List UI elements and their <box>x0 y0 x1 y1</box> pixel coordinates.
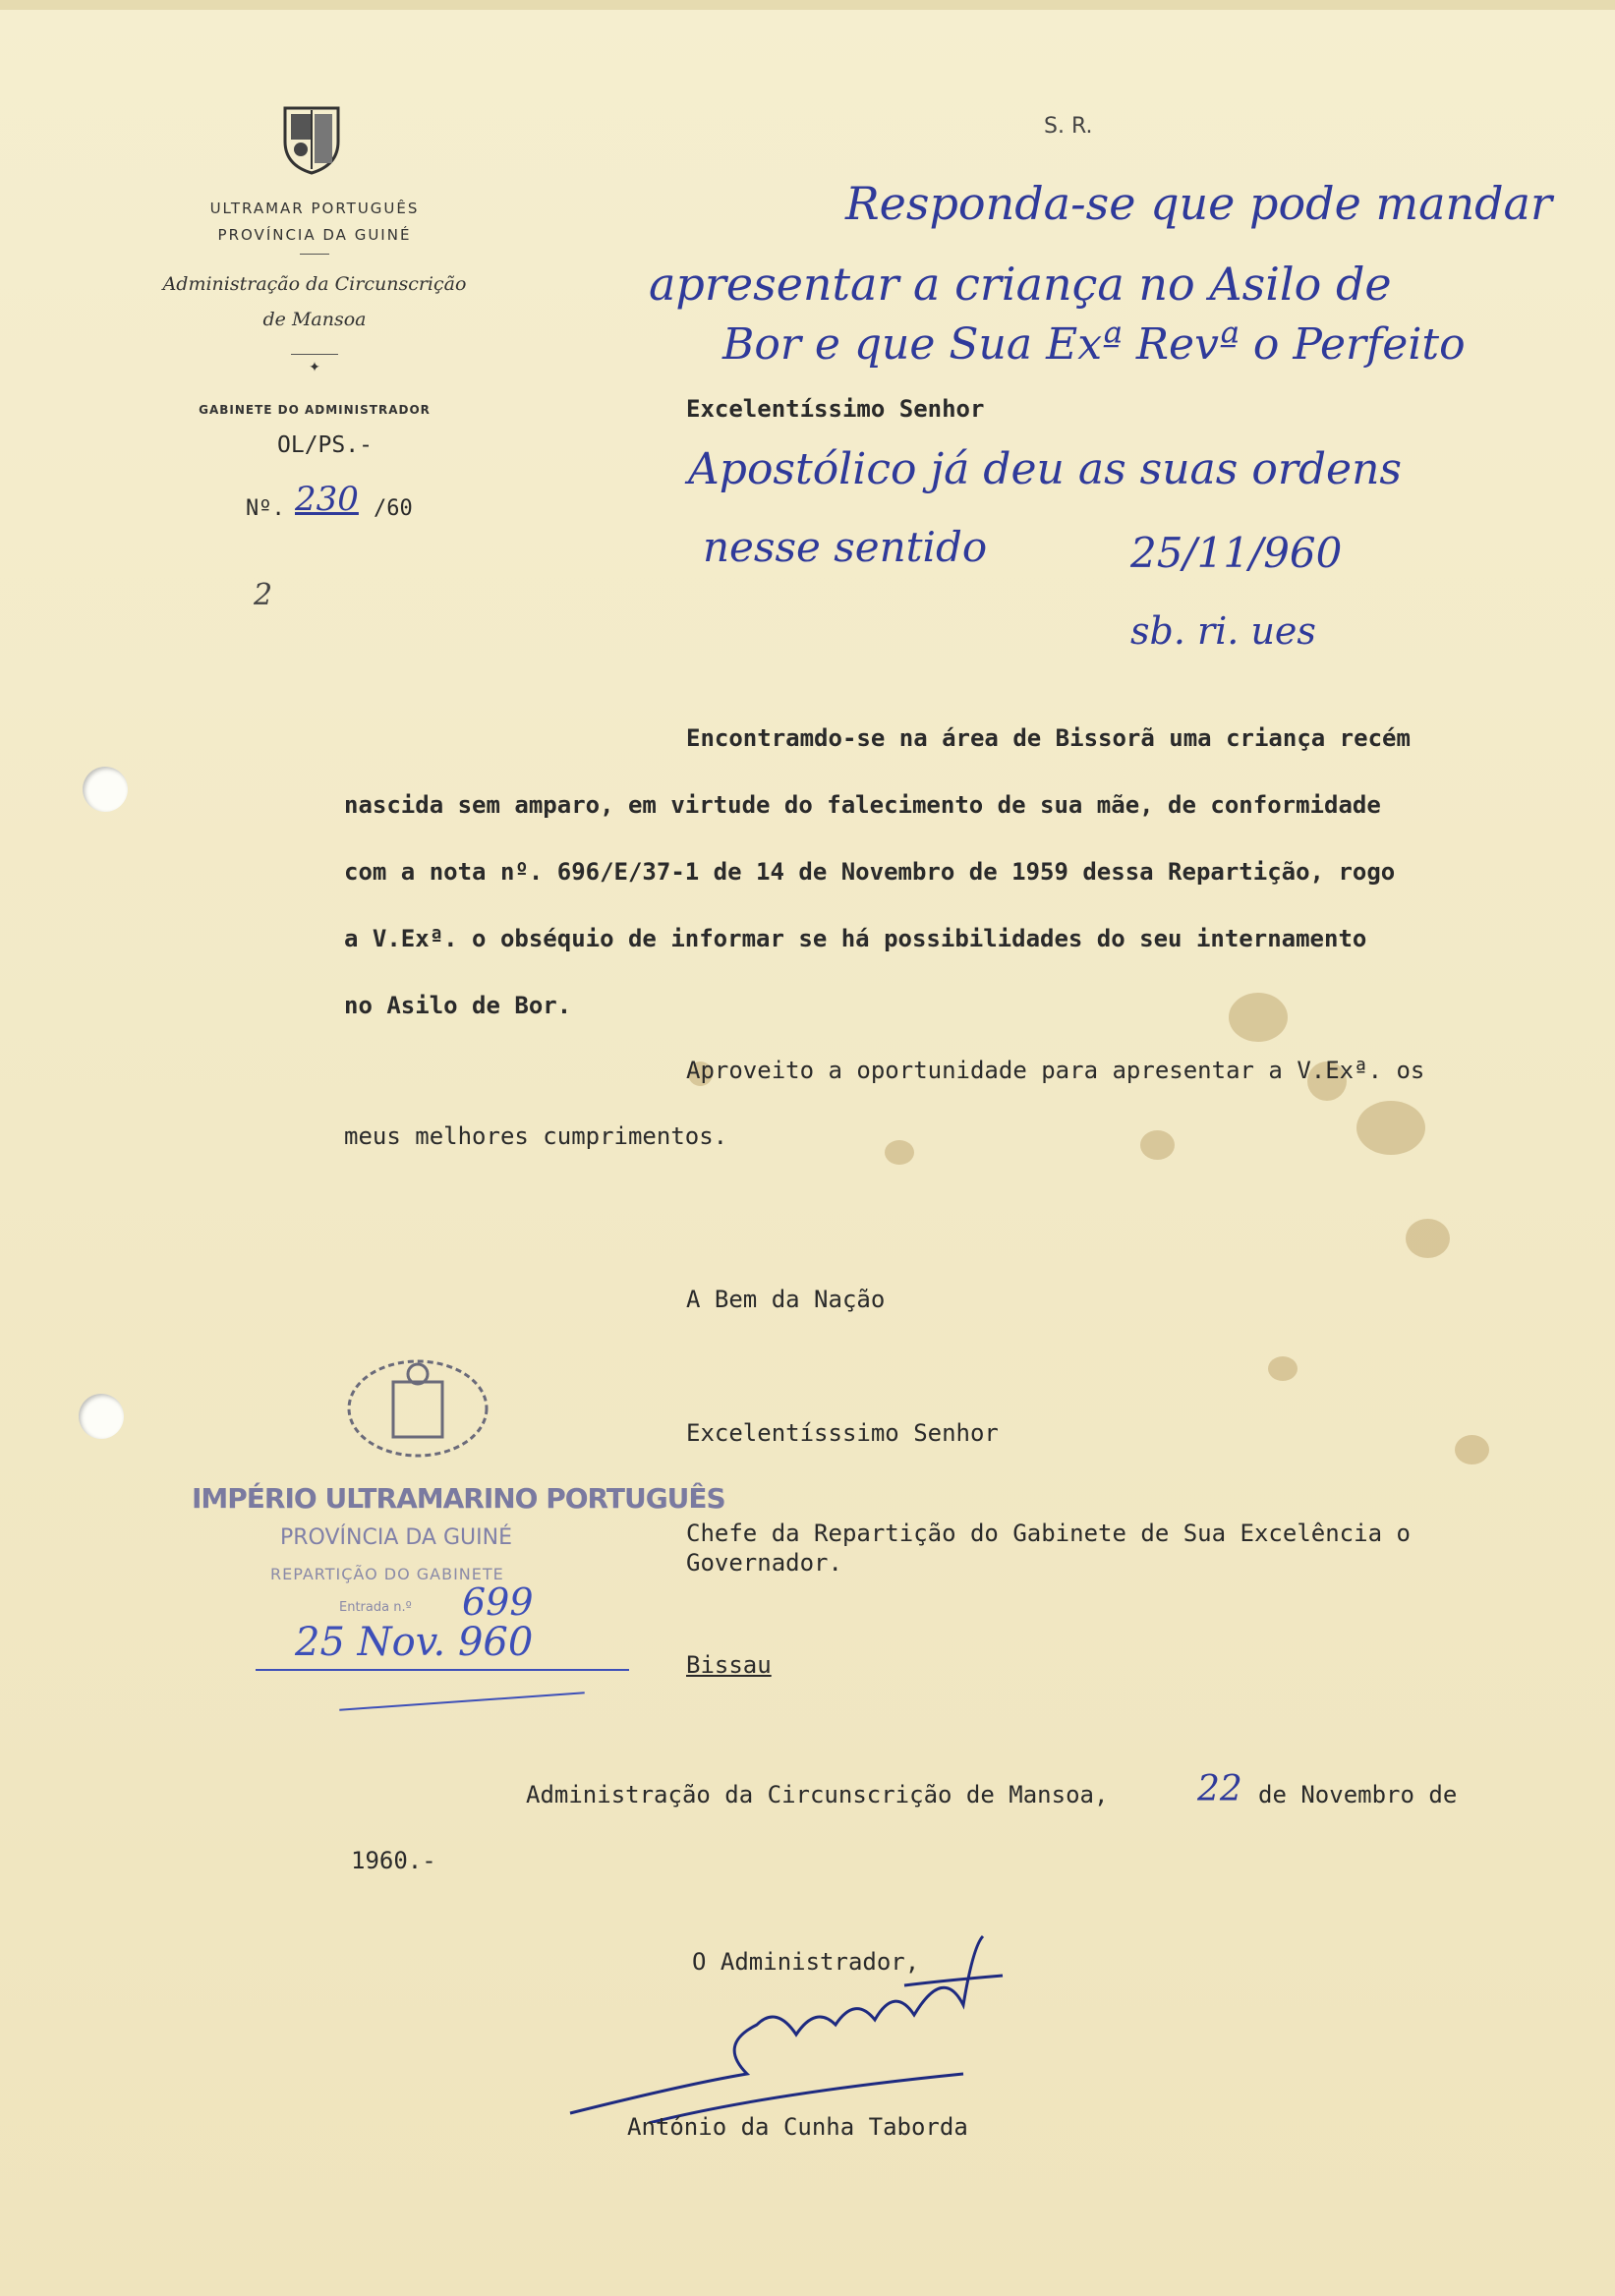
copy-mark: 2 <box>254 578 273 612</box>
stain <box>1140 1130 1175 1160</box>
addressee-salutation: Excelentísssimo Senhor <box>686 1419 999 1447</box>
signatory-name: António da Cunha Taborda <box>627 2113 968 2141</box>
body-text-line: nascida sem amparo, em virtude do falecimento de sua mãe, de conformidade <box>344 791 1381 819</box>
handwritten-note-line: Responda-se que pode mandar <box>845 177 1552 230</box>
sr-mark: S. R. <box>1044 114 1093 139</box>
salutation: Excelentíssimo Senhor <box>686 395 985 423</box>
body-text-line: no Asilo de Bor. <box>344 992 572 1019</box>
stamp-entry-number: 699 <box>462 1580 534 1624</box>
stain <box>1268 1356 1298 1381</box>
punch-hole-lower <box>79 1394 124 1439</box>
coat-of-arms-icon <box>281 104 342 175</box>
handwritten-note-line: nesse sentido <box>703 523 988 571</box>
handwritten-note-line: Apostólico já deu as suas ordens <box>688 444 1402 494</box>
body-text-line: Aproveito a oportunidade para apresentar a V.Exª. os <box>686 1057 1425 1084</box>
stain <box>1356 1101 1425 1155</box>
stamp-line-imperio: IMPÉRIO ULTRAMARINO PORTUGUÊS <box>192 1482 725 1515</box>
body-text-line: Encontramdo-se na área de Bissorã uma criança recém <box>686 724 1411 752</box>
handwritten-note-date: 25/11/960 <box>1130 529 1343 577</box>
handwritten-signature <box>550 1926 1022 2123</box>
body-text-line: com a nota nº. 696/E/37-1 de 14 de Novembro de 1959 dessa Repartição, rogo <box>344 858 1396 886</box>
letterhead-line-mansoa: de Mansoa <box>262 309 367 330</box>
addressee-title: Governador. <box>686 1549 842 1577</box>
punch-hole-upper <box>83 767 128 812</box>
handwritten-note-line: Bor e que Sua Exª Revª o Perfeito <box>722 319 1466 370</box>
addressee-city: Bissau <box>686 1651 772 1679</box>
letterhead-divider <box>300 254 329 255</box>
stamp-emblem-icon <box>339 1354 496 1463</box>
place-date-day-handwritten: 22 <box>1197 1769 1242 1809</box>
body-text-line: a V.Exª. o obséquio de informar se há possibilidades do seu internamento <box>344 925 1367 952</box>
letterhead-divider <box>291 354 338 355</box>
closing: A Bem da Nação <box>686 1286 886 1313</box>
handwritten-note-initials: sb. ri. ues <box>1130 609 1316 653</box>
stamp-entry-label: Entrada n.º <box>339 1600 412 1615</box>
body-text-line: meus melhores cumprimentos. <box>344 1122 728 1150</box>
stain <box>1406 1219 1450 1258</box>
letterhead-line-provincia: PROVÍNCIA DA GUINÉ <box>217 226 412 244</box>
stain <box>1455 1435 1489 1464</box>
stamp-line-reparticao: REPARTIÇÃO DO GABINETE <box>270 1565 504 1583</box>
letterhead-gabinete: GABINETE DO ADMINISTRADOR <box>199 403 431 417</box>
letterhead-ornament-icon: ✦ <box>309 360 320 375</box>
handwritten-note-line: apresentar a criança no Asilo de <box>649 258 1392 311</box>
stain <box>1229 993 1288 1042</box>
letterhead-line-administracao: Administração da Circunscrição <box>162 273 467 295</box>
place-date-text: de Novembro de <box>1258 1781 1458 1808</box>
reference-number-handwritten: 230 <box>295 480 359 519</box>
addressee-title: Chefe da Repartição do Gabinete de Sua Excelência o <box>686 1520 1411 1547</box>
place-date-year: 1960.- <box>351 1847 436 1874</box>
reference-code: OL/PS.- <box>277 432 373 458</box>
signature-title: O Administrador, <box>692 1948 920 1976</box>
place-date-text: Administração da Circunscrição de Mansoa, <box>526 1781 1109 1808</box>
stain <box>885 1140 914 1165</box>
stamp-underline <box>256 1669 629 1671</box>
reference-number-suffix: /60 <box>374 496 413 521</box>
letterhead-line-ultramar: ULTRAMAR PORTUGUÊS <box>209 200 420 217</box>
stamp-date: 25 Nov. 960 <box>295 1620 534 1665</box>
reference-number-prefix: Nº. <box>246 496 285 521</box>
stamp-line-provincia: PROVÍNCIA DA GUINÉ <box>280 1525 512 1550</box>
paper-top-edge <box>0 0 1615 10</box>
